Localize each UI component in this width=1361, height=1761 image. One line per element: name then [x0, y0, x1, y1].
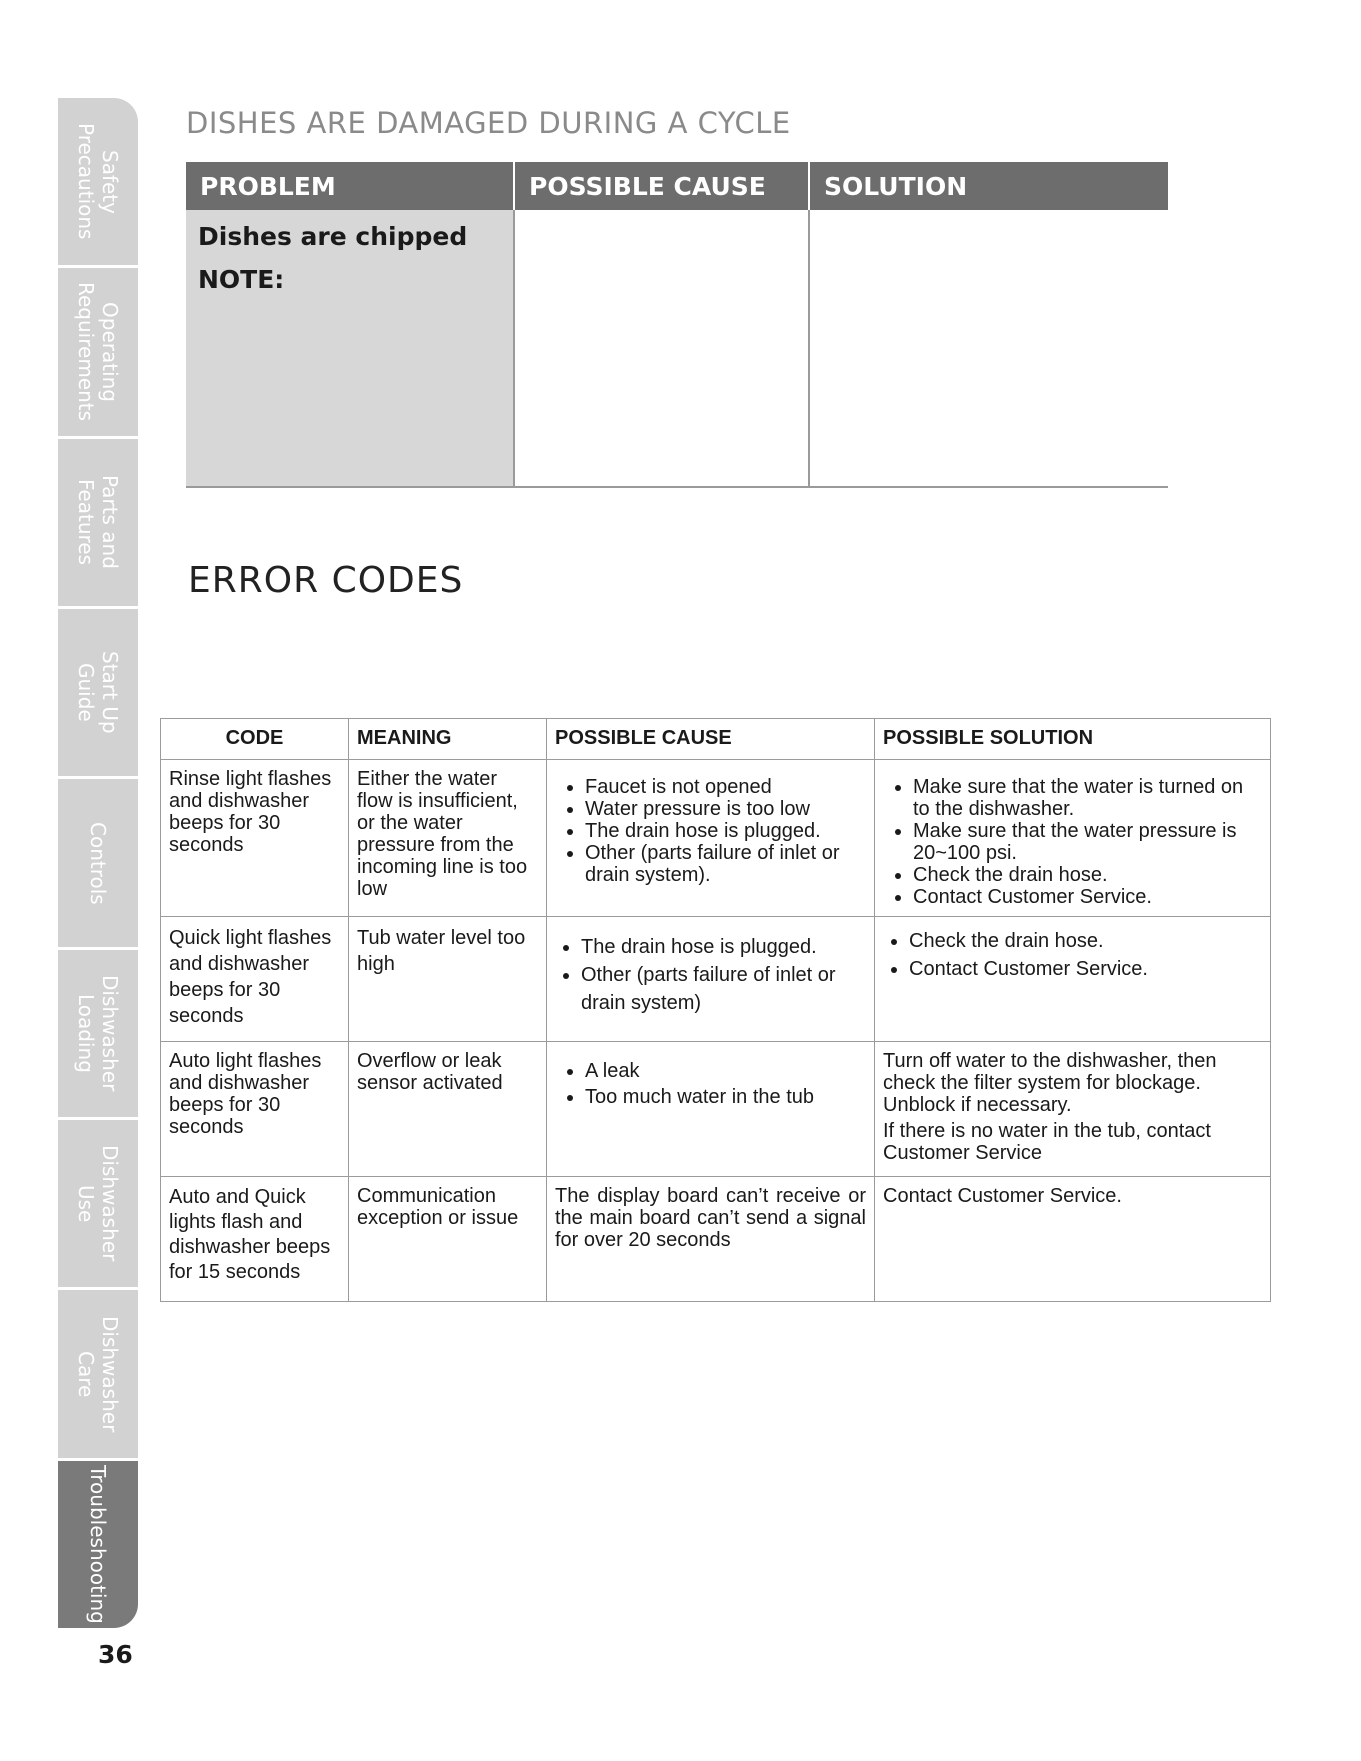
solution-text: Turn off water to the dishwasher, then check the filter system for blockage. Unblock if necessary.: [883, 1050, 1217, 1116]
tab-label: Operating Requirements: [74, 282, 122, 422]
table-row: [186, 210, 1168, 487]
solution-cell: [875, 1042, 1271, 1177]
code-cell: Quick light flashes and dishwasher beeps for 30 seconds: [161, 917, 349, 1042]
list-item: • Check the drain hose.: [909, 927, 1262, 955]
tab-dishwasher-use[interactable]: [58, 1120, 138, 1287]
solution-list: [883, 927, 1262, 983]
solution-cell: [809, 210, 1168, 487]
problem-title: Dishes are chipped: [198, 222, 468, 251]
list-item: • Contact Customer Service.: [913, 886, 1262, 908]
tab-start-up-guide[interactable]: [58, 609, 138, 776]
list-item: • Other (parts failure of inlet or drain system).: [585, 842, 866, 886]
tab-label: Start Up Guide: [74, 651, 122, 734]
meaning-cell: Overflow or leak sensor activated: [349, 1042, 547, 1177]
solution-list: [883, 776, 1262, 908]
list-item: • Water pressure is too low: [585, 798, 866, 820]
header-solution: SOLUTION: [809, 162, 1168, 210]
code-cell: Auto and Quick lights flash and dishwasher beeps for 15 seconds: [161, 1177, 349, 1302]
cause-cell: [547, 760, 875, 917]
cause-list: [555, 776, 866, 886]
list-item: • The drain hose is plugged.: [585, 820, 866, 842]
solution-cell: [875, 760, 1271, 917]
code-cell: Auto light flashes and dishwasher beeps for 30 seconds: [161, 1042, 349, 1177]
list-item: • Too much water in the tub: [585, 1084, 866, 1110]
list-item: • Faucet is not opened: [585, 776, 866, 798]
tab-label: Parts and Features: [74, 475, 122, 570]
list-item: • Check the drain hose.: [913, 864, 1262, 886]
tab-label: Dishwasher Loading: [74, 975, 122, 1092]
cause-list: [555, 933, 866, 1017]
header-meaning: MEANING: [349, 719, 547, 760]
solution-cell: [875, 917, 1271, 1042]
damage-table: [186, 162, 1168, 488]
solution-text: Contact Customer Service.: [883, 1185, 1122, 1207]
list-item: • The drain hose is plugged.: [581, 933, 866, 961]
header-problem: PROBLEM: [186, 162, 514, 210]
header-possible-cause: POSSIBLE CAUSE: [514, 162, 809, 210]
cause-cell: [547, 917, 875, 1042]
tab-parts-and-features[interactable]: [58, 439, 138, 606]
solution-text: If there is no water in the tub, contact Customer Service: [883, 1120, 1211, 1164]
tab-safety-precautions[interactable]: [58, 98, 138, 265]
tab-label: Controls: [86, 821, 110, 905]
table-header-row: [186, 162, 1168, 210]
tab-label: Safety Precautions: [74, 123, 122, 240]
tab-label: Dishwasher Use: [74, 1145, 122, 1262]
error-codes-table: [160, 718, 1271, 1302]
tab-operating-requirements[interactable]: [58, 268, 138, 435]
meaning-cell: Either the water flow is insufficient, or the water pressure from the incoming line is too low: [349, 760, 547, 917]
side-tab-strip: [58, 98, 138, 1628]
cause-list: [555, 1058, 866, 1110]
header-code: CODE: [161, 719, 349, 760]
list-item: • A leak: [585, 1058, 866, 1084]
list-item: • Other (parts failure of inlet or drain system): [581, 961, 866, 1017]
table-row: [161, 1177, 1271, 1302]
tab-troubleshooting[interactable]: [58, 1461, 138, 1628]
section-heading: DISHES ARE DAMAGED DURING A CYCLE: [186, 106, 791, 140]
error-codes-title: ERROR CODES: [188, 560, 464, 601]
list-item: • Contact Customer Service.: [909, 955, 1262, 983]
table-row: [161, 760, 1271, 917]
tab-label: Troubleshooting: [86, 1464, 110, 1624]
page-number: 36: [98, 1640, 133, 1669]
cause-cell: The display board can’t receive or the main board can’t send a signal for over 20 seconds: [547, 1177, 875, 1302]
header-possible-cause: POSSIBLE CAUSE: [547, 719, 875, 760]
header-possible-solution: POSSIBLE SOLUTION: [875, 719, 1271, 760]
table-header-row: [161, 719, 1271, 760]
tab-dishwasher-care[interactable]: [58, 1290, 138, 1457]
problem-note: NOTE:: [198, 265, 285, 294]
meaning-cell: Tub water level too high: [349, 917, 547, 1042]
tab-label: Dishwasher Care: [74, 1315, 122, 1433]
list-item: • Make sure that the water is turned on to the dishwasher.: [913, 776, 1262, 820]
solution-cell: [875, 1177, 1271, 1302]
cause-cell: [547, 1042, 875, 1177]
tab-controls[interactable]: [58, 779, 138, 946]
problem-cell: [186, 210, 514, 487]
list-item: • Make sure that the water pressure is 20~100 psi.: [913, 820, 1262, 864]
code-cell: Rinse light flashes and dishwasher beeps for 30 seconds: [161, 760, 349, 917]
meaning-cell: Communication exception or issue: [349, 1177, 547, 1302]
table-row: [161, 1042, 1271, 1177]
tab-dishwasher-loading[interactable]: [58, 950, 138, 1117]
cause-cell: [514, 210, 809, 487]
table-row: [161, 917, 1271, 1042]
